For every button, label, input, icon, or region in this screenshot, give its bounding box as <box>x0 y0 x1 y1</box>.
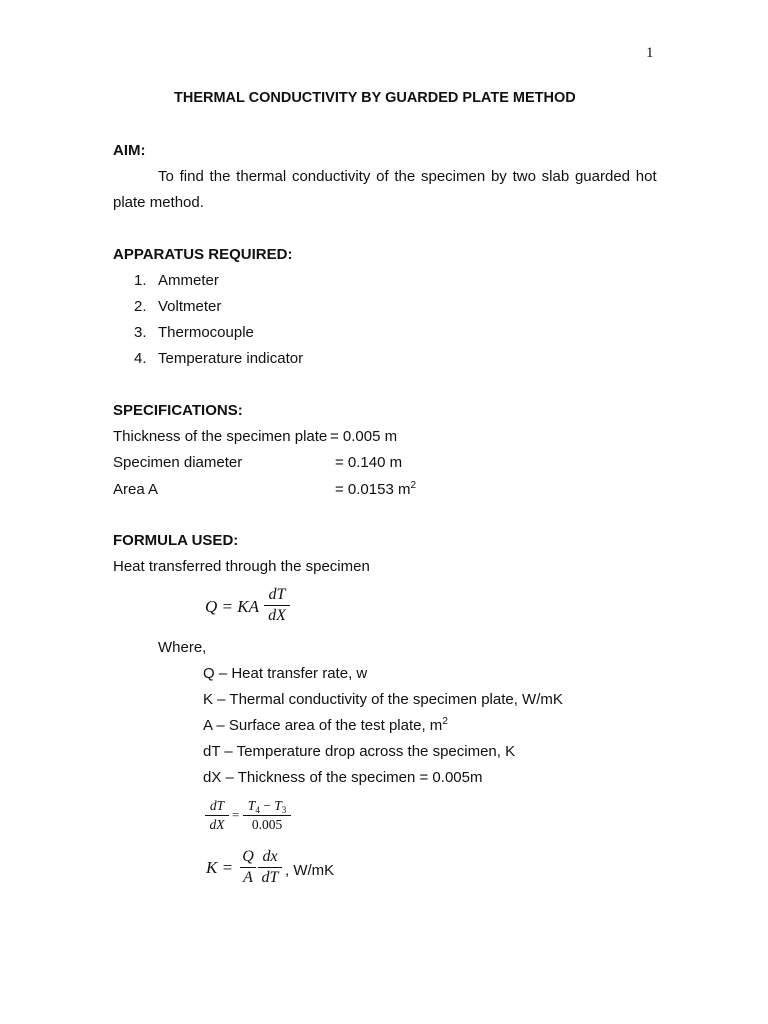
definition-item <box>203 717 448 734</box>
temperature-symbol: T <box>247 798 256 813</box>
superscript: 2 <box>410 480 417 491</box>
spec-value <box>335 481 416 498</box>
formula-intro: Heat transferred through the specimen <box>113 558 370 575</box>
definition-item: K – Thermal conductivity of the specimen plate, W/mK <box>203 691 563 708</box>
list-item-label: Voltmeter <box>158 298 222 315</box>
subscript: 3 <box>281 805 287 815</box>
spec-label: Thickness of the specimen plate <box>113 428 328 445</box>
list-item-number: 3. <box>134 324 147 341</box>
equation-gradient-rhs-fraction <box>243 797 291 834</box>
equation-conductivity-fraction-2 <box>258 847 282 888</box>
fraction-numerator: Q <box>242 848 254 865</box>
equation-heat-fraction <box>264 585 290 626</box>
spec-value: = 0.005 m <box>330 428 398 445</box>
list-item-label: Temperature indicator <box>158 350 304 367</box>
fraction-numerator <box>243 797 291 815</box>
formula-heading: FORMULA USED: <box>113 532 239 549</box>
list-item <box>134 350 147 367</box>
fraction-denominator: dX <box>268 607 286 624</box>
list-item <box>134 272 147 289</box>
equation-conductivity-unit: , W/mK <box>285 862 335 879</box>
superscript: 2 <box>442 716 448 727</box>
spec-label: Area A <box>113 481 159 498</box>
fraction-numerator: dT <box>209 798 225 813</box>
list-item-number: 1. <box>134 272 147 289</box>
apparatus-heading: APPARATUS REQUIRED: <box>113 246 293 263</box>
definition-item: dT – Temperature drop across the specimen, K <box>203 743 516 760</box>
temperature-symbol: T <box>274 798 282 813</box>
list-item-number: 4. <box>134 350 147 367</box>
definition-item: dX – Thickness of the specimen = 0.005m <box>203 769 483 786</box>
definition-text: A – Surface area of the test plate, m <box>203 717 443 734</box>
aim-text-line-1: To find the thermal conductivity of the specimen by two slab guarded hot <box>158 168 657 185</box>
equation-gradient-lhs-fraction <box>205 797 229 834</box>
page-number: 1 <box>646 45 654 61</box>
subscript: 4 <box>255 805 260 815</box>
spec-label: Specimen diameter <box>113 454 243 471</box>
fraction-denominator: dT <box>261 869 279 886</box>
equation-heat-lhs: Q = KA <box>205 597 259 616</box>
aim-heading: AIM: <box>113 142 146 159</box>
equals-sign: = <box>232 807 240 822</box>
minus-sign: − <box>259 798 275 813</box>
specifications-heading: SPECIFICATIONS: <box>113 402 243 419</box>
fraction-numerator: dx <box>262 848 278 865</box>
definition-item: Q – Heat transfer rate, w <box>203 665 368 682</box>
spec-value-text: = 0.0153 m <box>335 481 411 498</box>
fraction-numerator: dT <box>268 586 286 603</box>
fraction-denominator: 0.005 <box>251 817 283 832</box>
list-item-label: Ammeter <box>158 272 219 289</box>
page-title: THERMAL CONDUCTIVITY BY GUARDED PLATE METHOD <box>174 90 576 106</box>
list-item-label: Thermocouple <box>158 324 254 341</box>
fraction-denominator: A <box>243 869 253 886</box>
equation-conductivity-lhs: K = <box>206 858 234 877</box>
aim-text-line-2: plate method. <box>113 194 204 211</box>
list-item <box>134 324 147 341</box>
list-item-number: 2. <box>134 298 147 315</box>
list-item <box>134 298 147 315</box>
fraction-denominator: dX <box>209 817 225 832</box>
where-label: Where, <box>158 639 207 656</box>
spec-value: = 0.140 m <box>335 454 403 471</box>
equation-conductivity-fraction-1 <box>240 847 256 888</box>
